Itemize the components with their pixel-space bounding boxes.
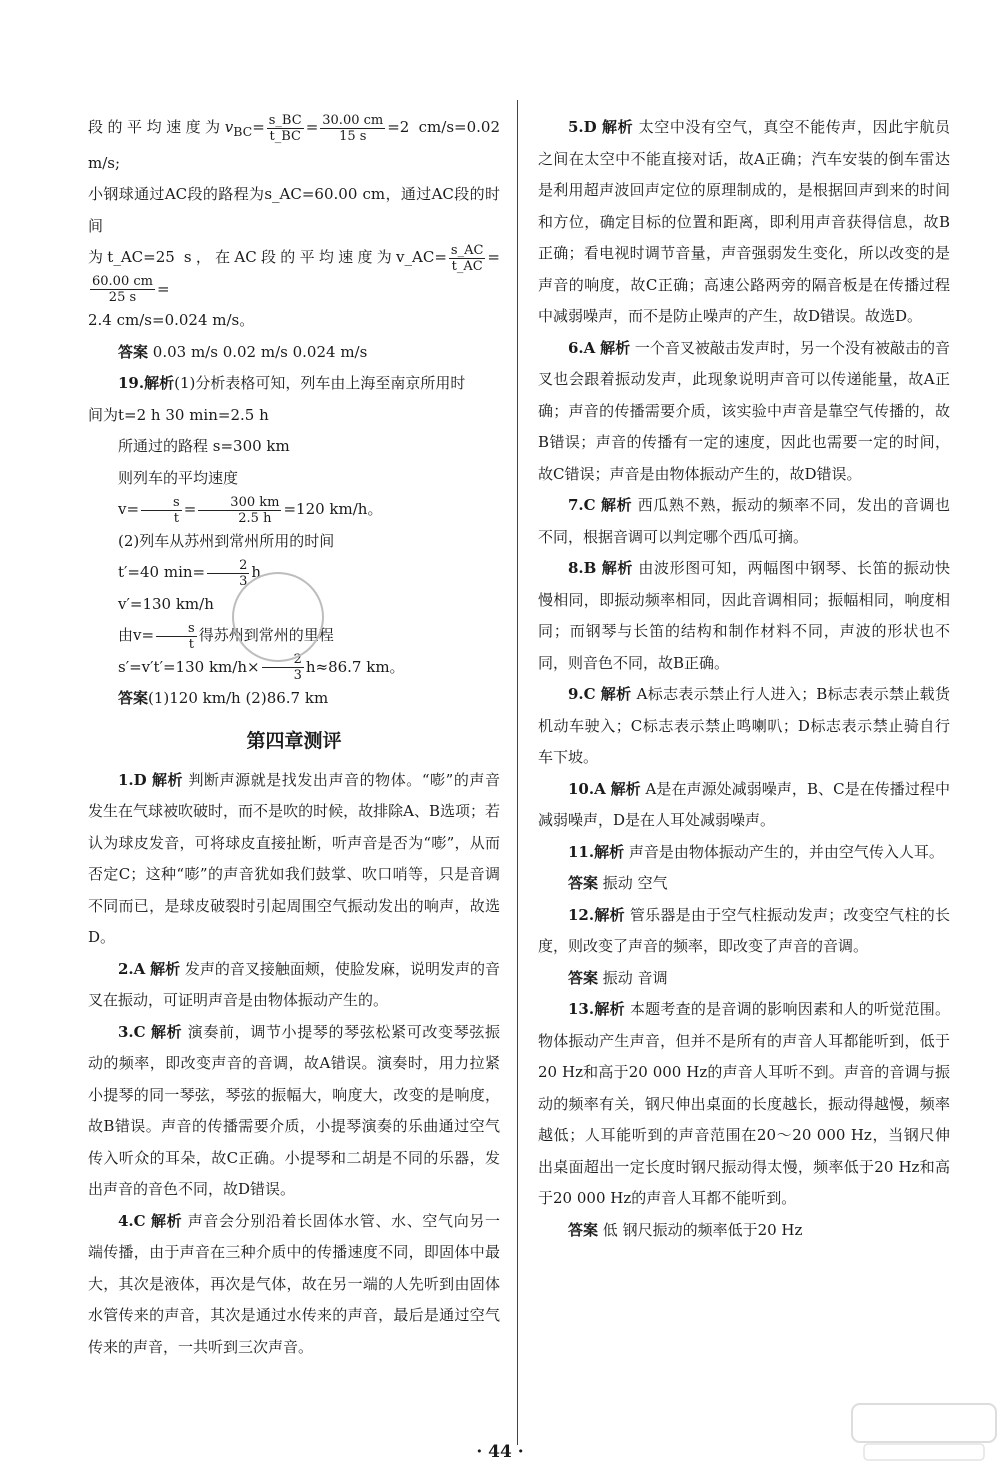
ch4-q8: 8.B 解析 由波形图可知，两幅图中钢琴、长笛的振动快慢相同，即振动频率相同，因此音调相同；振幅相同，响度相同；而钢琴与长笛的结构和制作材料不同，声波的形状也不同，则音色不同，故B正确。 <box>538 559 950 672</box>
q19-part2: (2)列车从苏州到常州所用的时间 <box>118 531 335 550</box>
ch4-q4: 4.C 解析 声音会分别沿着长固体水管、水、空气向另一端传播，由于声音在三种介质中的传播速度不同，即固体中最大，其次是液体，再次是气体，故在另一端的人先听到由固体水管传来的声音，其次是通过水传来的声音，最后是通过空气传来的声音，一共听到三次声音。 <box>88 1211 500 1356</box>
q19-answer: 答案(1)120 km/h (2)86.7 km <box>118 689 329 707</box>
fraction-sbc-tbc: $\frac{s\_BC}{t\_BC}$ <box>268 112 302 144</box>
ch4-q13: 13.解析 本题考查的是音调的影响因素和人的听觉范围。物体振动产生声音，但并不是所有的声音人耳都能听到，低于20 Hz和高于20 000 Hz的声音人耳听不到。声音的音调与振动的频率有关，钢尺伸出桌面的长度越长，振动得越慢，频率越低；人耳能听到的声音范围在20～20 000 Hz，当钢尺伸出桌面超出一定长度时钢尺振动得太慢，频率低于20 Hz和高于20 000 Hz的声音人耳都不能听到。 <box>538 1000 950 1207</box>
q19-v-prime: v′=130 km/h <box>118 594 214 613</box>
ch4-q13-answer: 答案 低 钢尺振动的频率低于20 Hz <box>568 1220 803 1239</box>
fraction-2-3: $\frac{2}{3}$ <box>207 558 249 589</box>
q18-line-ac-speed: 为t_AC=25 s，在AC段的平均速度为v_AC= $\frac{s\_AC}{t\_AC}$ = $\frac{60.00 cm}{25 s}$ = <box>88 242 500 305</box>
ch4-q11: 11.解析 声音是由物体振动产生的，并由空气传入人耳。 <box>568 842 944 861</box>
ch4-q9: 9.C 解析 A标志表示禁止行人进入；B标志表示禁止载货机动车驶入；C标志表示禁止鸣喇叭；D标志表示禁止骑自行车下坡。 <box>538 685 950 766</box>
q19-t-prime: t′=40 min= $\frac{2}{3}$ h <box>118 557 262 589</box>
ch4-q3: 3.C 解析 演奏前，调节小提琴的琴弦松紧可改变琴弦振动的频率，即改变声音的音调，故A错误。演奏时，用力拉紧小提琴的同一琴弦，琴弦的振幅大，响度大，改变的是响度，故B错误。声音的传播需要介质，小提琴演奏的乐曲通过空气传入听众的耳朵，故C正确。小提琴和二胡是不同的乐器，发出声音的音色不同，故D错误。 <box>88 1022 500 1198</box>
fraction-sac-tac: $\frac{s\_AC}{t\_AC}$ <box>450 242 484 274</box>
q19-distance: 所通过的路程 s=300 km <box>118 437 290 455</box>
left-column <box>88 112 500 1363</box>
q18-answer: 答案 0.03 m/s 0.02 m/s 0.024 m/s <box>118 342 368 361</box>
fraction-s-t: $\frac{s}{t}$ <box>141 495 182 526</box>
ch4-q1: 1.D 解析 判断声源就是找发出声音的物体。“嘭”的声音发生在气球被吹破时，而不是吹的时候，故排除A、B选项；若认为球皮发音，可将球皮直接扯断，听声音是否为“嘭”，从而否定C；这种“嘭”的声音犹如我们鼓掌、吹口哨等，只是音调不同而已，是球皮破裂时引起周围空气振动发出的响声，故选D。 <box>88 770 500 946</box>
chapter-title: 第四章测评 <box>246 729 342 752</box>
ch4-q12: 12.解析 管乐器是由于空气柱振动发声；改变空气柱的长度，则改变了声音的频率，即改变了声音的音调。 <box>538 905 950 955</box>
fraction-2-3-b: $\frac{2}{3}$ <box>262 652 304 683</box>
homework-stamp-logo <box>232 572 324 662</box>
ch4-q12-answer: 答案 振动 音调 <box>568 968 668 987</box>
q18-line-result: 2.4 cm/s=0.024 m/s。 <box>88 311 255 329</box>
fraction-s-t-2: $\frac{s}{t}$ <box>156 621 197 652</box>
fraction-300km-2.5h: $\frac{300 km}{2.5 h}$ <box>198 495 281 526</box>
ch4-q10: 10.A 解析 A是在声源处减弱噪声，B、C是在传播过程中减弱噪声，D是在人耳处减弱噪声。 <box>538 779 950 829</box>
column-divider <box>517 100 518 1445</box>
ch4-q5: 5.D 解析 太空中没有空气，真空不能传声，因此宇航员之间在太空中不能直接对话，故A正确；汽车安装的倒车雷达是利用超声波回声定位的原理制成的，是根据回声到来的时间和方位，确定目标的位置和距离，即利用声音获得信息，故B正确；看电视时调节音量，声音强弱发生变化，所以改变的是声音的响度，故C正确；高速公路两旁的隔音板是在传播过程中减弱噪声，而不是防止噪声的产生，故D错误。故选D。 <box>538 118 950 325</box>
fraction-30cm-15s: $\frac{30.00 cm}{15 s}$ <box>322 112 384 144</box>
fraction-60cm-25s: $\frac{60.00 cm}{25 s}$ <box>92 274 153 305</box>
ch4-q6: 6.A 解析 一个音叉被敲击发声时，另一个没有被敲击的音叉也会跟着振动发声，此现象说明声音可以传递能量，故A正确；声音的传播需要介质，该实验中声音是靠空气传播的，故B错误；声音的传播有一定的速度，因此也需要一定的时间，故C错误；声音是由物体振动产生的，故D错误。 <box>538 338 950 483</box>
q19-s-prime: s′=v′t′=130 km/h× $\frac{2}{3}$ h≈86.7 km。 <box>118 652 405 683</box>
ch4-q11-answer: 答案 振动 空气 <box>568 874 668 892</box>
q18-line-bc: 段的平均速度为$v_{BC}=$ $\frac{s\_BC}{t\_BC}$ = $\frac{30.00 cm}{15 s}$ =2 cm/s=0.02 m/s; <box>88 112 500 172</box>
q19-from-formula: 由v= $\frac{s}{t}$ 得苏州到常州的里程 <box>118 620 334 652</box>
q19-time: 间为t=2 h 30 min=2.5 h <box>88 405 269 424</box>
page-number: · 44 · <box>476 1442 524 1462</box>
ch4-q2: 2.A 解析 发声的音叉接触面颊，使脸发麻，说明发声的音叉在振动，可证明声音是由物体振动产生的。 <box>88 959 500 1009</box>
ch4-q7: 7.C 解析 西瓜熟不熟，振动的频率不同，发出的音调也不同，根据音调可以判定哪个西瓜可摘。 <box>538 496 950 546</box>
q19-analysis: 19.解析(1)分析表格可知，列车由上海至南京所用时 <box>118 374 466 392</box>
q19-avg-label: 则列车的平均速度 <box>118 468 239 487</box>
q18-line-ac-path: 小钢球通过AC段的路程为s_AC=60.00 cm，通过AC段的时间 <box>88 185 500 235</box>
q19-avg-formula: v= $\frac{s}{t}$ = $\frac{300 km}{2.5 h}$ =120 km/h。 <box>118 494 383 526</box>
right-column <box>538 112 950 1246</box>
